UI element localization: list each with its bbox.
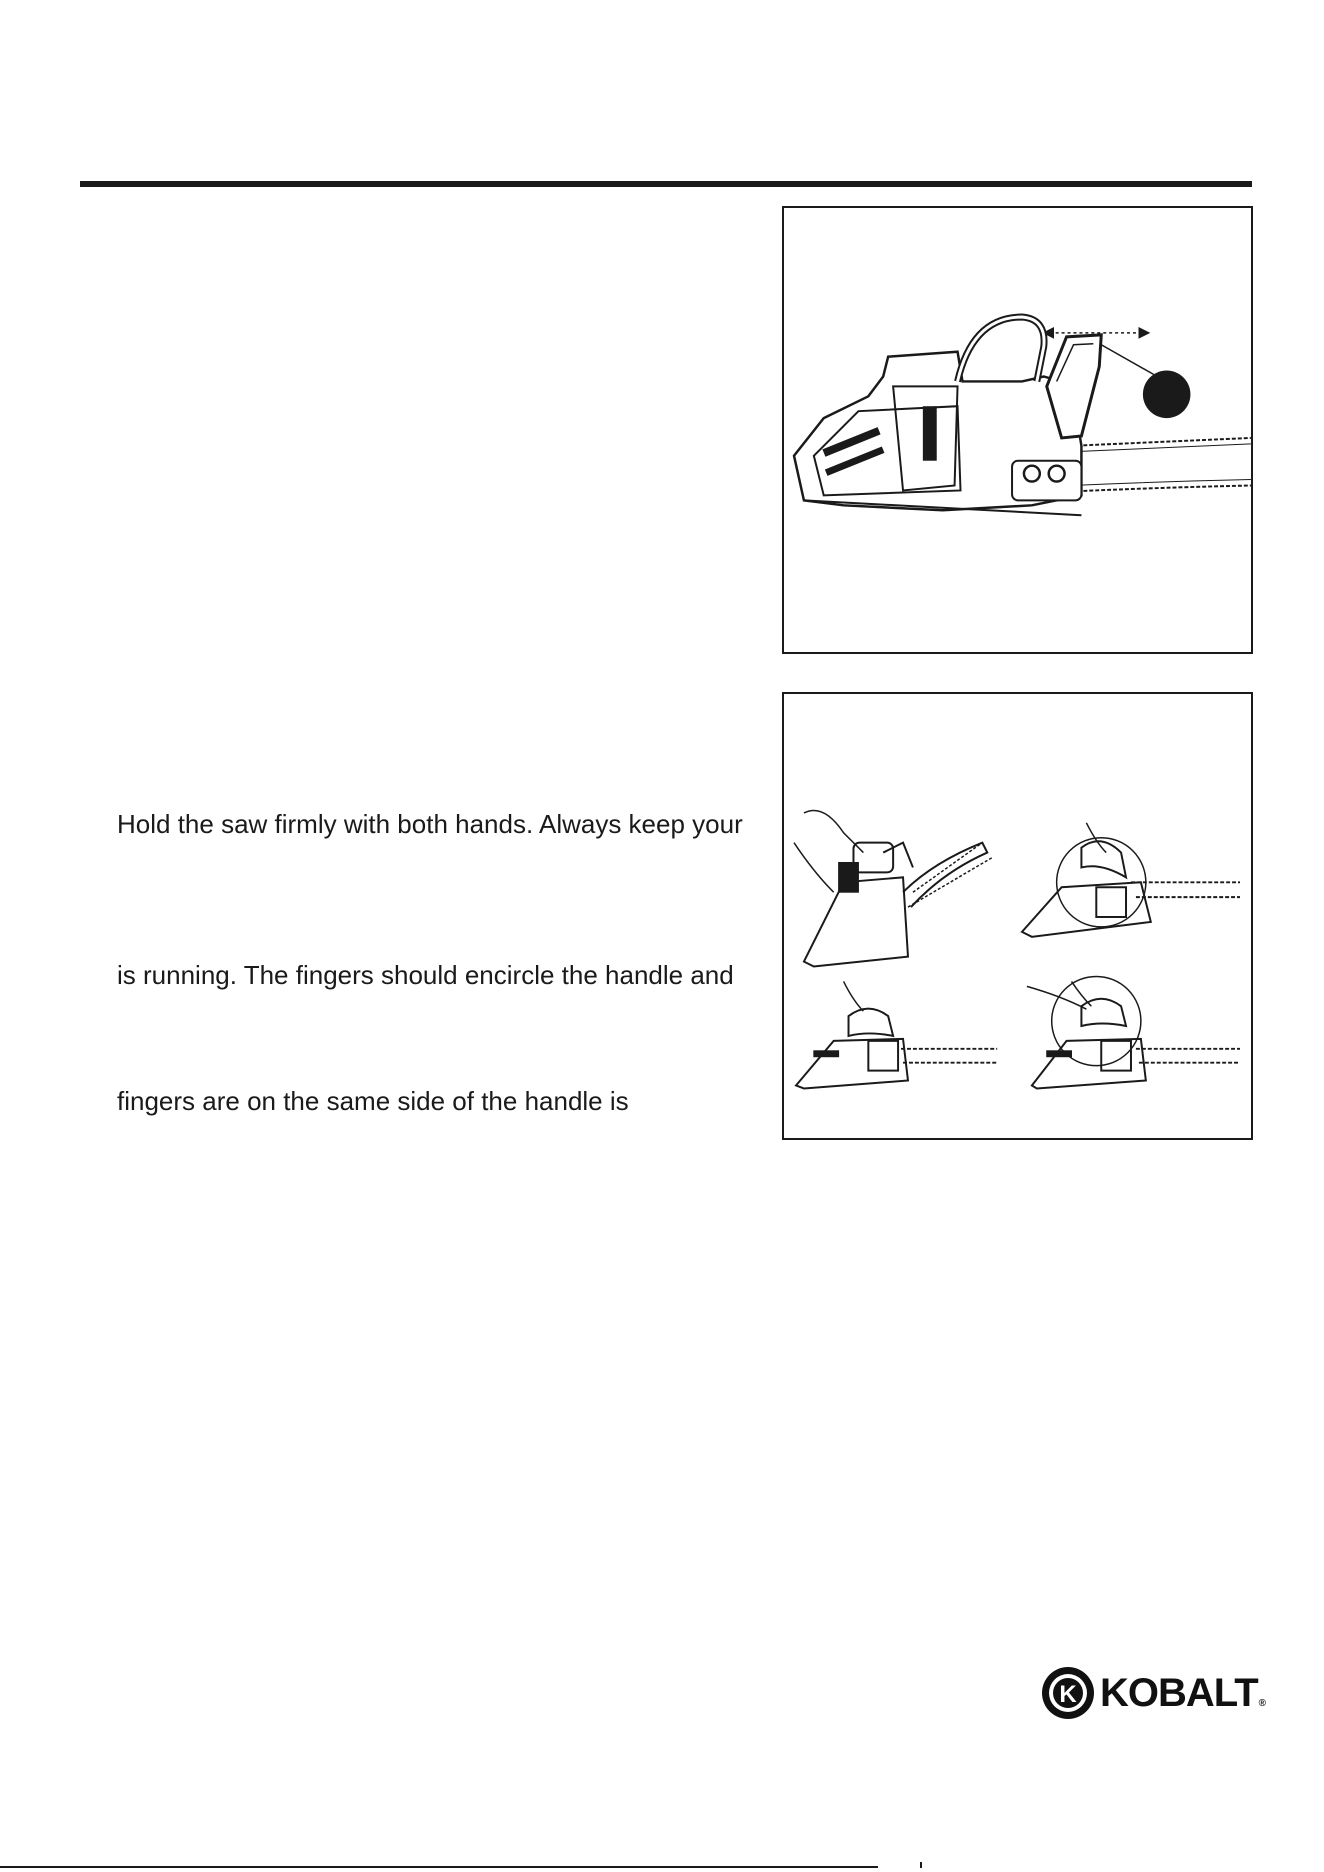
logo-wordmark: KOBALT — [1100, 1671, 1258, 1715]
body-text-line-1: Hold the saw firmly with both hands. Always keep your — [117, 809, 743, 839]
figure-chain-brake — [782, 206, 1253, 654]
kobalt-logo-emblem-icon — [1040, 1665, 1096, 1721]
logo-registered-mark: ® — [1258, 1698, 1267, 1709]
body-text-line-2: is running. The fingers should encircle the handle and — [117, 960, 734, 990]
chainsaw-grip-illustrations — [784, 694, 1251, 1138]
kobalt-logo — [1040, 1663, 1267, 1723]
footer-rule — [0, 1866, 878, 1868]
header-rule — [80, 181, 1252, 187]
grip-bottom-right — [1027, 976, 1240, 1088]
logo-emblem-letter: K — [1059, 1681, 1077, 1708]
grip-top-left — [794, 810, 992, 966]
footer-tick-mark — [920, 1862, 922, 1868]
body-text-line-3: fingers are on the same side of the handle is — [117, 1086, 629, 1116]
figure-grip-positions — [782, 692, 1253, 1140]
grip-bottom-left — [796, 981, 997, 1088]
chainsaw-side-illustration — [784, 208, 1251, 652]
grip-top-right — [1022, 823, 1240, 937]
